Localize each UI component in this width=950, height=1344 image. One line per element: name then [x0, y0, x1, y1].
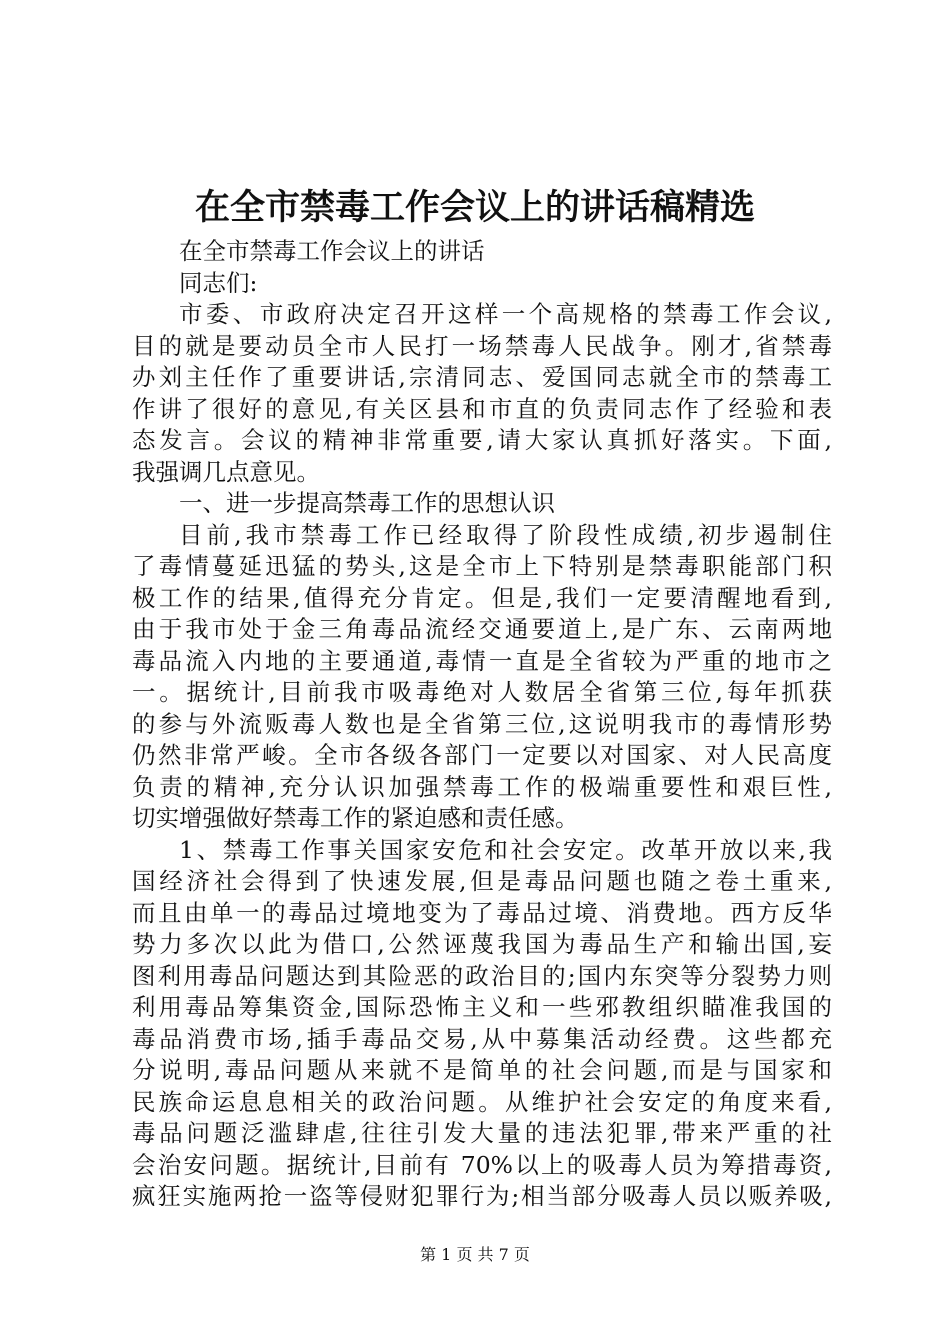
text-line: 切实增强做好禁毒工作的紧迫感和责任感。	[132, 804, 579, 832]
text-line: 的参与外流贩毒人数也是全省第三位,这说明我市的毒情形势	[132, 709, 832, 738]
text-line: 负责的精神,充分认识加强禁毒工作的极端重要性和艰巨性,	[132, 772, 832, 801]
text-line: 极工作的结果,值得充分肯定。但是,我们一定要清醒地看到,	[132, 583, 832, 612]
text-line: 态发言。会议的精神非常重要,请大家认真抓好落实。下面,	[132, 426, 832, 454]
text-line: 一、进一步提高禁毒工作的思想认识	[179, 489, 555, 517]
text-line: 在全市禁毒工作会议上的讲话	[179, 237, 485, 265]
text-line: 会治安问题。据统计,目前有 70%以上的吸毒人员为筹措毒资,	[132, 1150, 832, 1179]
document-title: 在全市禁毒工作会议上的讲话稿精选	[194, 187, 755, 228]
text-line: 办刘主任作了重要讲话,宗清同志、爱国同志就全市的禁毒工	[132, 363, 832, 391]
text-line: 同志们:	[179, 268, 258, 297]
text-line: 疯狂实施两抢一盗等侵财犯罪行为;相当部分吸毒人员以贩养吸,	[132, 1182, 832, 1210]
text-line: 毒品问题泛滥肆虐,往往引发大量的违法犯罪,带来严重的社	[132, 1119, 832, 1147]
text-line: 毒品消费市场,插手毒品交易,从中募集活动经费。这些都充	[132, 1024, 832, 1053]
text-line: 仍然非常严峻。全市各级各部门一定要以对国家、对人民高度	[132, 741, 832, 769]
document-body	[132, 236, 832, 1213]
text-line: 而且由单一的毒品过境地变为了毒品过境、消费地。西方反华	[132, 898, 832, 927]
text-line: 目的就是要动员全市人民打一场禁毒人民战争。刚才,省禁毒	[132, 331, 832, 360]
text-line: 了毒情蔓延迅猛的势头,这是全市上下特别是禁毒职能部门积	[132, 552, 832, 580]
text-line: 势力多次以此为借口,公然诬蔑我国为毒品生产和输出国,妄	[132, 930, 832, 958]
text-line: 由于我市处于金三角毒品流经交通要道上,是广东、云南两地	[132, 615, 832, 643]
text-line: 分说明,毒品问题从来就不是简单的社会问题,而是与国家和	[132, 1056, 832, 1084]
text-line: 民族命运息息相关的政治问题。从维护社会安定的角度来看,	[132, 1087, 832, 1116]
text-line: 一。据统计,目前我市吸毒绝对人数居全省第三位,每年抓获	[132, 678, 832, 706]
text-line: 国经济社会得到了快速发展,但是毒品问题也随之卷土重来,	[132, 867, 832, 895]
text-line: 市委、市政府决定召开这样一个高规格的禁毒工作会议,	[179, 300, 832, 328]
text-line: 目前,我市禁毒工作已经取得了阶段性成绩,初步遏制住	[179, 520, 832, 549]
text-line: 1、禁毒工作事关国家安危和社会安定。改革开放以来,我	[179, 835, 832, 864]
text-line: 毒品流入内地的主要通道,毒情一直是全省较为严重的地市之	[132, 646, 832, 675]
text-line: 作讲了很好的意见,有关区县和市直的负责同志作了经验和表	[132, 394, 832, 423]
text-line: 利用毒品筹集资金,国际恐怖主义和一些邪教组织瞄准我国的	[132, 993, 832, 1021]
page-footer: 第 1 页 共 7 页	[420, 1245, 530, 1264]
text-line: 图利用毒品问题达到其险恶的政治目的;国内东突等分裂势力则	[132, 961, 832, 990]
text-line: 我强调几点意见。	[132, 457, 320, 486]
